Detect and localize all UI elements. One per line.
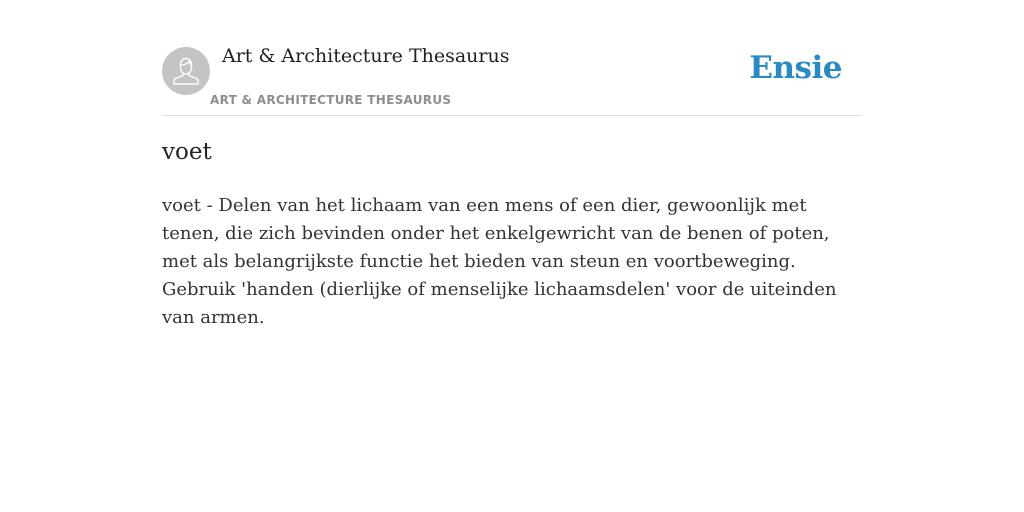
ensie-logo[interactable]: Ensie — [749, 50, 842, 86]
definition-text: voet - Delen van het lichaam van een mens of een dier, gewoonlijk met tenen, die zich bevinden onder het enkelgewricht van de benen of poten, met als belangrijkste functie het bieden van steun en voortbeweging. Gebruik 'handen (dierlijke of menselijke lichaamsdelen' voor de uiteinden van armen. — [162, 195, 837, 328]
avatar[interactable] — [162, 47, 210, 95]
page-container — [162, 0, 862, 328]
term-title: voet — [162, 139, 212, 165]
entry-header — [162, 0, 862, 116]
author-name[interactable]: Art & Architecture Thesaurus — [222, 45, 510, 67]
source-label[interactable]: ART & ARCHITECTURE THESAURUS — [210, 93, 452, 107]
user-outline-icon — [172, 56, 200, 86]
